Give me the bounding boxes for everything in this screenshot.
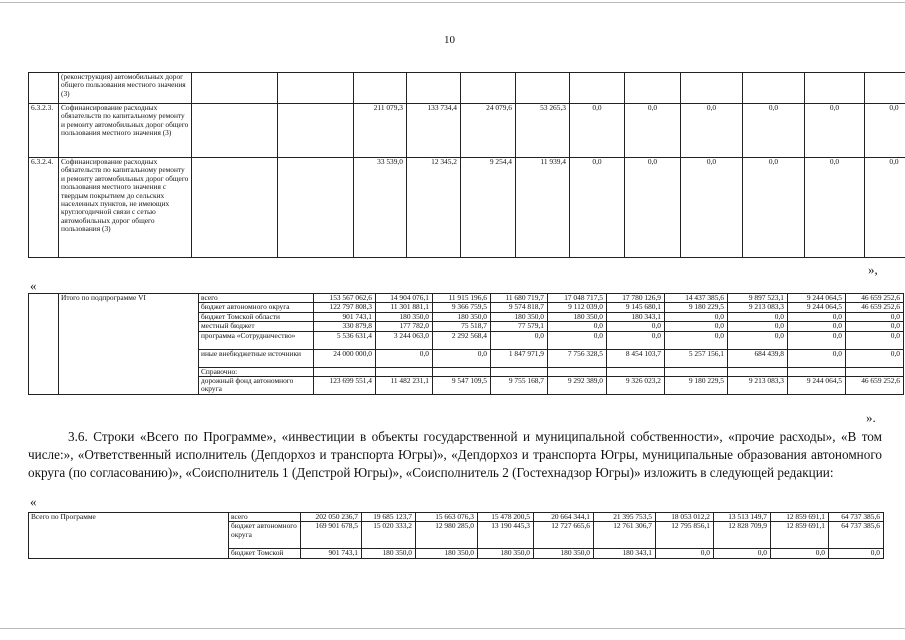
row-label-cell: дорожный фонд автономного округа (199, 377, 314, 395)
value-cell: 0,0 (846, 322, 904, 331)
row-label-cell: бюджет автономного округа (229, 522, 301, 549)
value-cell: 46 659 252,6 (846, 294, 904, 303)
empty-cell (192, 158, 278, 258)
value-cell (516, 73, 570, 104)
table-row (29, 158, 905, 258)
table-row (29, 294, 904, 303)
value-cell: 0,0 (625, 104, 681, 158)
value-cell: 9 244 064,5 (788, 303, 846, 312)
value-cell: 9 244 064,5 (788, 377, 846, 395)
value-cell: 0,0 (865, 104, 905, 158)
value-cell: 0,0 (846, 312, 904, 321)
value-cell: 9 180 229,5 (665, 377, 728, 395)
scan-edge-bottom (0, 628, 905, 629)
row-label-cell: бюджет Томской (229, 549, 301, 558)
value-cell (491, 367, 548, 376)
amendment-paragraph (28, 428, 882, 482)
value-cell: 180 350,0 (376, 312, 433, 321)
item-code-cell: 6.3.2.3. (29, 104, 59, 158)
value-cell: 12 795 856,1 (656, 522, 714, 549)
value-cell: 53 265,3 (516, 104, 570, 158)
value-cell: 12 345,2 (407, 158, 461, 258)
opening-quote-2: « (30, 494, 37, 509)
scan-edge-top (0, 2, 905, 3)
value-cell: 17 780 126,9 (607, 294, 665, 303)
value-cell: 18 053 012,2 (656, 513, 714, 522)
item-code-cell (29, 73, 59, 104)
row-label-cell: местный бюджет (199, 322, 314, 331)
value-cell: 901 743,1 (314, 312, 376, 321)
value-cell (407, 73, 461, 104)
value-cell: 9 213 083,3 (728, 303, 788, 312)
value-cell: 901 743,1 (301, 549, 362, 558)
value-cell: 9 244 064,5 (788, 294, 846, 303)
value-cell: 0,0 (743, 104, 805, 158)
value-cell: 9 292 389,0 (548, 377, 607, 395)
value-cell: 180 343,1 (594, 549, 656, 558)
value-cell: 5 536 631,4 (314, 331, 376, 349)
value-cell: 9 254,4 (461, 158, 516, 258)
value-cell: 0,0 (714, 549, 771, 558)
value-cell: 0,0 (376, 349, 433, 367)
subprogram-title-cell: Итого по подпрограмме VI (59, 294, 199, 395)
row-label-cell: бюджет автономного округа (199, 303, 314, 312)
value-cell: 0,0 (788, 331, 846, 349)
value-cell (607, 367, 665, 376)
value-cell (433, 367, 491, 376)
value-cell: 13 190 445,3 (478, 522, 534, 549)
closing-quote-2: ». (866, 410, 876, 425)
value-cell (728, 367, 788, 376)
item-name-cell: (реконструкция) автомобильных дорог общего пользования местного значения (3) (59, 73, 192, 104)
value-cell: 46 659 252,6 (846, 377, 904, 395)
value-cell: 46 659 252,6 (846, 303, 904, 312)
item-code-cell: 6.3.2.4. (29, 158, 59, 258)
value-cell: 77 579,1 (491, 322, 548, 331)
value-cell: 17 048 717,5 (548, 294, 607, 303)
value-cell: 0,0 (788, 322, 846, 331)
value-cell: 180 350,0 (491, 312, 548, 321)
value-cell: 0,0 (665, 331, 728, 349)
value-cell: 12 980 285,0 (416, 522, 478, 549)
value-cell: 7 756 328,5 (548, 349, 607, 367)
value-cell (681, 73, 743, 104)
value-cell (805, 73, 865, 104)
value-cell (570, 73, 625, 104)
value-cell: 24 000 000,0 (314, 349, 376, 367)
program-title-cell: Всего по Программе (29, 513, 229, 559)
value-cell: 9 547 109,5 (433, 377, 491, 395)
value-cell: 2 292 568,4 (433, 331, 491, 349)
value-cell: 684 439,8 (728, 349, 788, 367)
value-cell: 20 664 344,1 (534, 513, 594, 522)
subprogram-items-table (28, 72, 905, 258)
page-number: 10 (444, 34, 455, 46)
value-cell: 5 257 156,1 (665, 349, 728, 367)
value-cell (846, 367, 904, 376)
value-cell (376, 367, 433, 376)
value-cell: 3 244 063,0 (376, 331, 433, 349)
row-label-cell: бюджет Томской области (199, 312, 314, 321)
value-cell: 9 112 039,0 (548, 303, 607, 312)
value-cell: 64 737 385,6 (829, 522, 884, 549)
table-row (29, 104, 905, 158)
value-cell: 0,0 (665, 322, 728, 331)
value-cell: 0,0 (865, 158, 905, 258)
table-row (29, 73, 905, 104)
value-cell: 64 737 385,6 (829, 513, 884, 522)
value-cell: 15 478 200,5 (478, 513, 534, 522)
value-cell: 0,0 (681, 158, 743, 258)
program-total-table (28, 512, 884, 559)
value-cell: 9 755 168,7 (491, 377, 548, 395)
value-cell: 9 897 523,1 (728, 294, 788, 303)
value-cell: 0,0 (728, 312, 788, 321)
value-cell: 1 847 971,9 (491, 349, 548, 367)
value-cell: 11 915 196,6 (433, 294, 491, 303)
value-cell: 11 301 881,1 (376, 303, 433, 312)
value-cell (865, 73, 905, 104)
value-cell: 13 513 149,7 (714, 513, 771, 522)
value-cell: 0,0 (771, 549, 829, 558)
value-cell: 12 859 691,1 (771, 513, 829, 522)
value-cell: 180 350,0 (548, 312, 607, 321)
value-cell: 180 350,0 (433, 312, 491, 321)
value-cell: 12 727 665,6 (534, 522, 594, 549)
value-cell: 0,0 (570, 158, 625, 258)
value-cell: 15 020 333,2 (362, 522, 416, 549)
opening-quote: « (30, 278, 37, 293)
value-cell: 0,0 (491, 331, 548, 349)
row-label-cell: всего (229, 513, 301, 522)
value-cell: 9 326 023,2 (607, 377, 665, 395)
empty-cell (278, 158, 354, 258)
row-label-cell: иные внебюджетные источники (199, 349, 314, 367)
value-cell: 24 079,6 (461, 104, 516, 158)
amendment-text: 3.6. Строки «Всего по Программе», «инвестиции в объекты государственной и муниципальной собственности», «прочие расходы», «В том числе:», «Ответственный исполнитель (Депдорхоз и транспорта Югры)», «Депдорхоз и транспорта Югры, муниципальные образования автономного округа (по согласованию)», «Соисполнитель 1 (Депстрой Югры)», «Соисполнитель 2 (Гостехнадзор Югры)» изложить в следующей редакции: (28, 429, 882, 480)
value-cell: 8 454 103,7 (607, 349, 665, 367)
value-cell: 0,0 (805, 104, 865, 158)
value-cell: 133 734,4 (407, 104, 461, 158)
value-cell: 0,0 (656, 549, 714, 558)
value-cell: 180 350,0 (416, 549, 478, 558)
value-cell: 0,0 (728, 331, 788, 349)
value-cell (665, 367, 728, 376)
value-cell: 21 395 753,5 (594, 513, 656, 522)
value-cell (743, 73, 805, 104)
table-row (29, 513, 884, 522)
value-cell: 0,0 (570, 104, 625, 158)
value-cell: 180 350,0 (362, 549, 416, 558)
value-cell: 0,0 (548, 322, 607, 331)
value-cell: 0,0 (728, 322, 788, 331)
empty-cell (192, 104, 278, 158)
value-cell: 202 050 236,7 (301, 513, 362, 522)
item-name-cell: Софинансирование расходных обязательств по капитальному ремонту и ремонту автомобильных дорог общего пользования местного значения (3) (59, 104, 192, 158)
closing-quote: », (868, 262, 878, 277)
value-cell: 9 180 229,5 (665, 303, 728, 312)
value-cell: 0,0 (846, 331, 904, 349)
value-cell: 330 879,8 (314, 322, 376, 331)
value-cell: 0,0 (433, 349, 491, 367)
value-cell: 12 859 691,1 (771, 522, 829, 549)
empty-cell (278, 104, 354, 158)
value-cell: 14 904 076,1 (376, 294, 433, 303)
value-cell: 180 350,0 (478, 549, 534, 558)
value-cell: 0,0 (788, 312, 846, 321)
value-cell: 153 567 062,6 (314, 294, 376, 303)
value-cell: 211 079,3 (354, 104, 407, 158)
value-cell: 0,0 (846, 349, 904, 367)
empty-cell (192, 73, 278, 104)
value-cell: 9 574 818,7 (491, 303, 548, 312)
value-cell (314, 367, 376, 376)
value-cell: 15 663 076,3 (416, 513, 478, 522)
value-cell: 180 350,0 (534, 549, 594, 558)
row-label-cell: всего (199, 294, 314, 303)
value-cell (548, 367, 607, 376)
value-cell: 0,0 (548, 331, 607, 349)
row-label-cell: Справочно: (199, 367, 314, 376)
item-name-cell: Софинансирование расходных обязательств по капитальному ремонту и ремонту автомобильных дорог общего пользования местного значения с твердым покрытием до сельских населенных пунктов, не имеющих круглогодичной связи с сетью автомобильных дорог общего пользования (3) (59, 158, 192, 258)
value-cell: 0,0 (805, 158, 865, 258)
value-cell (625, 73, 681, 104)
value-cell: 0,0 (665, 312, 728, 321)
value-cell: 177 782,0 (376, 322, 433, 331)
value-cell: 0,0 (681, 104, 743, 158)
value-cell (461, 73, 516, 104)
value-cell: 180 343,1 (607, 312, 665, 321)
empty-cell (29, 294, 59, 395)
value-cell: 9 366 759,5 (433, 303, 491, 312)
value-cell: 169 901 678,5 (301, 522, 362, 549)
value-cell: 0,0 (607, 322, 665, 331)
value-cell: 12 761 306,7 (594, 522, 656, 549)
value-cell: 0,0 (625, 158, 681, 258)
value-cell: 0,0 (743, 158, 805, 258)
value-cell: 12 828 709,9 (714, 522, 771, 549)
value-cell: 9 213 083,3 (728, 377, 788, 395)
value-cell: 11 680 719,7 (491, 294, 548, 303)
value-cell: 19 685 123,7 (362, 513, 416, 522)
value-cell: 33 539,0 (354, 158, 407, 258)
value-cell: 11 939,4 (516, 158, 570, 258)
value-cell: 11 482 231,1 (376, 377, 433, 395)
value-cell (788, 367, 846, 376)
value-cell: 123 699 551,4 (314, 377, 376, 395)
value-cell (354, 73, 407, 104)
value-cell: 0,0 (607, 331, 665, 349)
value-cell: 122 797 808,3 (314, 303, 376, 312)
value-cell: 9 145 680,1 (607, 303, 665, 312)
value-cell: 75 518,7 (433, 322, 491, 331)
value-cell: 0,0 (788, 349, 846, 367)
empty-cell (278, 73, 354, 104)
subprogram-total-table (28, 293, 904, 395)
row-label-cell: программа «Сотрудничество» (199, 331, 314, 349)
value-cell: 14 437 385,6 (665, 294, 728, 303)
value-cell: 0,0 (829, 549, 884, 558)
